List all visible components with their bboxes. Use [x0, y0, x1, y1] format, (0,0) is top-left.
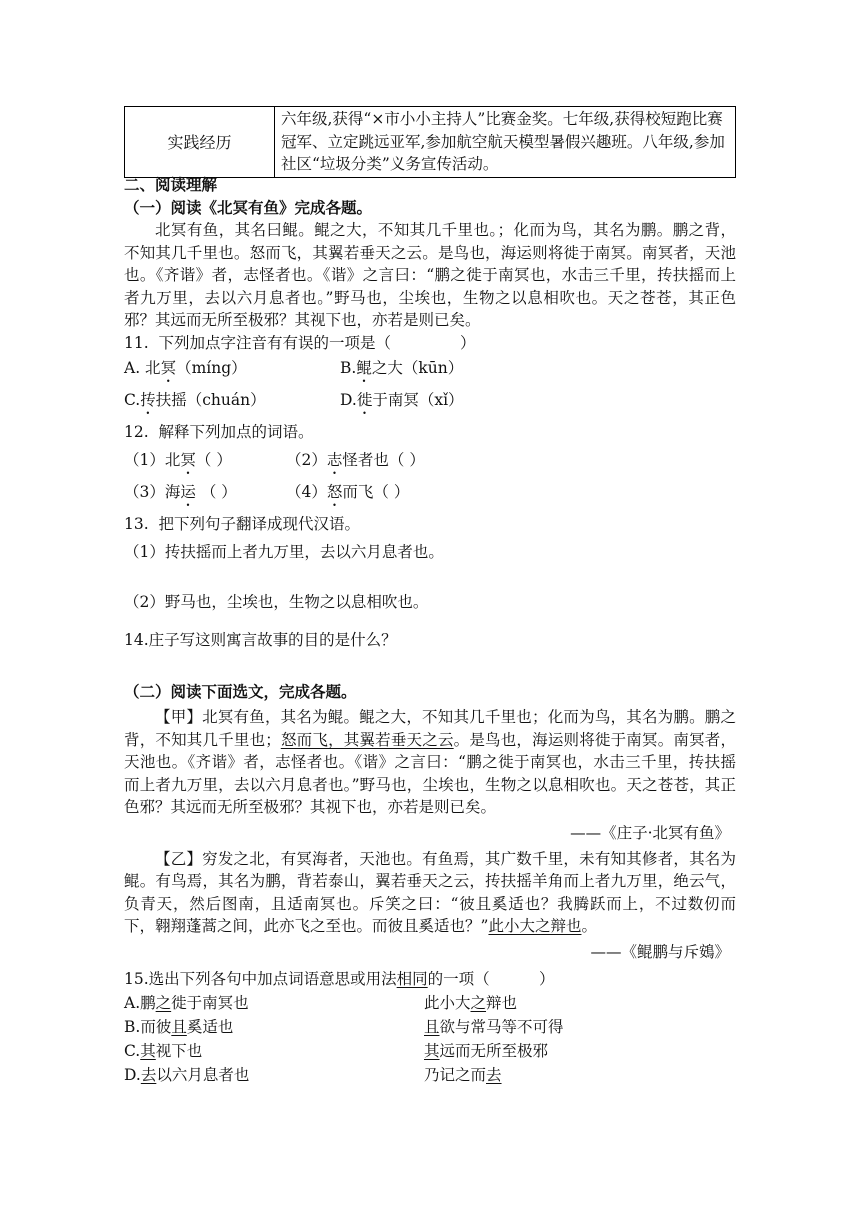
- q11-stem: 11. 下列加点字注音有有误的一项是（ ）: [124, 333, 476, 352]
- q12-item-3: [124, 478, 286, 510]
- part1-title: （一）阅读《北冥有鱼》完成各题。: [124, 197, 373, 217]
- q15-stem: [124, 967, 736, 991]
- q15-a-left: [124, 991, 424, 1015]
- text: C.: [124, 391, 141, 409]
- underlined-char: 之: [470, 993, 487, 1012]
- text: 的一项（ ）: [427, 969, 555, 988]
- underlined-char: 之: [155, 993, 172, 1012]
- text: 辩也: [486, 993, 518, 1012]
- underlined-char: 且: [171, 1017, 187, 1036]
- dotted-char: 运: [180, 483, 196, 501]
- text: A. 北: [124, 359, 161, 377]
- q12-item-4: [286, 478, 409, 510]
- text: 。: [581, 917, 597, 935]
- text: C.: [124, 1041, 141, 1060]
- text: 欲与常马等不可得: [439, 1017, 564, 1036]
- q12-stem: 12. 解释下列加点的词语。: [124, 423, 314, 441]
- text: （3）海: [124, 483, 181, 501]
- q11-option-d: [340, 386, 464, 418]
- q15-b-right: [424, 1015, 564, 1039]
- q11-options-row2: [124, 386, 736, 418]
- reading-section: [124, 174, 736, 1087]
- text: D.: [124, 1065, 141, 1084]
- text: （2）: [286, 451, 327, 469]
- q12-item-1: [124, 446, 286, 478]
- text: （4）: [286, 483, 327, 501]
- text: B.: [340, 359, 357, 377]
- q11-option-b: [340, 354, 463, 386]
- text: 奚适也: [186, 1017, 234, 1036]
- dotted-char: 冥: [180, 451, 196, 469]
- answer-space: [124, 654, 736, 678]
- dotted-char: 志: [326, 451, 343, 469]
- answer-space: [124, 616, 736, 626]
- source-yi: ——《鲲鹏与斥鴳》: [590, 942, 730, 961]
- text: （1）北: [124, 451, 181, 469]
- q13-sentence-2: （2）野马也，尘埃也，生物之以息相吹也。: [124, 593, 429, 611]
- dotted-char: 冥: [160, 359, 177, 377]
- text: （ ）: [195, 483, 237, 501]
- text: 怪者也（ ）: [342, 451, 425, 469]
- text: A.鹏: [124, 993, 156, 1012]
- section-title: 二、阅读理解: [124, 175, 218, 194]
- table-content-cell: 六年级,获得“×市小小主持人”比赛金奖。七年级,获得校短跑比赛冠军、立定跳远亚军,参加航空航天模型暑假兴趣班。八年级,参加社区“垃圾分类”义务宣传活动。: [275, 107, 736, 178]
- text: 而飞（ ）: [342, 483, 410, 501]
- q12-item-2: [286, 446, 425, 478]
- q14-stem: 14.庄子写这则寓言故事的目的是什么？: [124, 631, 397, 649]
- q15-option-c: [124, 1039, 736, 1063]
- underlined-sentence: 怒而飞，其翼若垂天之云: [280, 730, 454, 749]
- q15-b-left: [124, 1015, 424, 1039]
- dotted-char: 怒: [326, 483, 343, 501]
- text: 视下也: [155, 1041, 203, 1060]
- text: 之大（kūn）: [371, 359, 464, 377]
- q15-d-right: [424, 1063, 502, 1087]
- text: B.而彼: [124, 1017, 172, 1036]
- text: 此小大: [424, 993, 471, 1012]
- text: 远而无所至极邪: [439, 1041, 549, 1060]
- passage-jia: [124, 706, 736, 819]
- dotted-char: 徙: [356, 391, 373, 409]
- q13-stem: 13. 把下列句子翻译成现代汉语。: [124, 515, 361, 533]
- part1-passage: 北冥有鱼，其名曰鲲。鲲之大，不知其几千里也。；化而为鸟，其名为鹏。鹏之背，不知其几千里也。怒而飞，其翼若垂天之云。是鸟也，海运则将徙于南冥。南冥者，天池也。《齐谐》者，志怪者也。《谐》之言曰：“鹏之徙于南冥也，水击三千里，抟扶摇而上者九万里，去以六月息者也。”野马也，尘埃也，生物之以息相吹也。天之苍苍，其正色邪？其远而无所至极邪？其视下也，亦若是则已矣。: [124, 221, 736, 329]
- q11-option-a: [124, 354, 340, 386]
- text: 。是鸟也，海运则将徙于南冥。南冥者，天池也。《齐谐》者，志怪者也。《谐》之言曰：“鹏之徙于南冥也，水击三千里，抟扶摇而上者九万里，去以六月息者也。”野马也，尘埃也，生物之以息相吹也。天之苍苍，其正色邪？其远而无所至极邪？其视下也，亦若是则已矣。: [124, 730, 736, 816]
- q13-sentence-1: （1）抟扶摇而上者九万里，去以六月息者也。: [124, 543, 444, 561]
- q12-items-row2: [124, 478, 736, 510]
- text: D.: [340, 391, 357, 409]
- text: 乃记之而: [424, 1065, 487, 1084]
- q15-c-left: [124, 1039, 424, 1063]
- underlined-word: 相同: [396, 969, 428, 988]
- text: 【甲】北冥有鱼，其名为鲲。鲲之大，不知其几千里也；化而为鸟，其名为鹏。鹏之背，不知其几千里也；: [124, 708, 736, 749]
- q15-a-right: [424, 991, 517, 1015]
- text: 于南冥（xǐ）: [372, 391, 464, 409]
- q15-option-a: [124, 991, 736, 1015]
- underlined-char: 去: [486, 1065, 502, 1084]
- q11-option-c: [124, 386, 340, 418]
- q15-c-right: [424, 1039, 548, 1063]
- table-label-cell: 实践经历: [125, 107, 275, 178]
- q12-items-row1: [124, 446, 736, 478]
- q15-option-d: [124, 1063, 736, 1087]
- source-jia: ——《庄子·北冥有鱼》: [570, 823, 730, 842]
- underlined-char: 去: [140, 1065, 157, 1084]
- text: （míng）: [176, 359, 247, 377]
- text: （ ）: [195, 451, 232, 469]
- text: 扶摇（chuán）: [155, 391, 266, 409]
- underlined-char: 其: [140, 1041, 156, 1060]
- text: 徙于南冥也: [171, 993, 249, 1012]
- experience-table: [124, 106, 736, 178]
- dotted-char: 抟: [140, 391, 156, 409]
- underlined-sentence: 此小大之辩也: [488, 917, 582, 935]
- q11-options-row1: [124, 354, 736, 386]
- part2-title: （二）阅读下面选文，完成各题。: [124, 682, 357, 701]
- table-row: [125, 107, 736, 178]
- dotted-char: 鲲: [356, 359, 372, 377]
- q15-d-left: [124, 1063, 424, 1087]
- underlined-char: 其: [424, 1041, 440, 1060]
- text: 15.选出下列各句中加点词语意思或用法: [124, 969, 397, 988]
- answer-space: [124, 566, 736, 588]
- text: 【乙】穷发之北，有冥海者，天池也。有鱼焉，其广数千里，未有知其修者，其名为鲲。有鸟焉，其名为鹏，背若泰山，翼若垂天之云，抟扶摇羊角而上者九万里，绝云气，负青天，然后图南，且适南冥也。斥笑之曰：“彼且奚适也？我腾跃而上，不过数仞而下，翱翔蓬蒿之间，此亦飞之至也。而彼且奚适也？”: [124, 849, 736, 935]
- passage-yi: [124, 848, 736, 938]
- text: 以六月息者也: [156, 1065, 250, 1084]
- underlined-char: 且: [424, 1017, 440, 1036]
- q15-option-b: [124, 1015, 736, 1039]
